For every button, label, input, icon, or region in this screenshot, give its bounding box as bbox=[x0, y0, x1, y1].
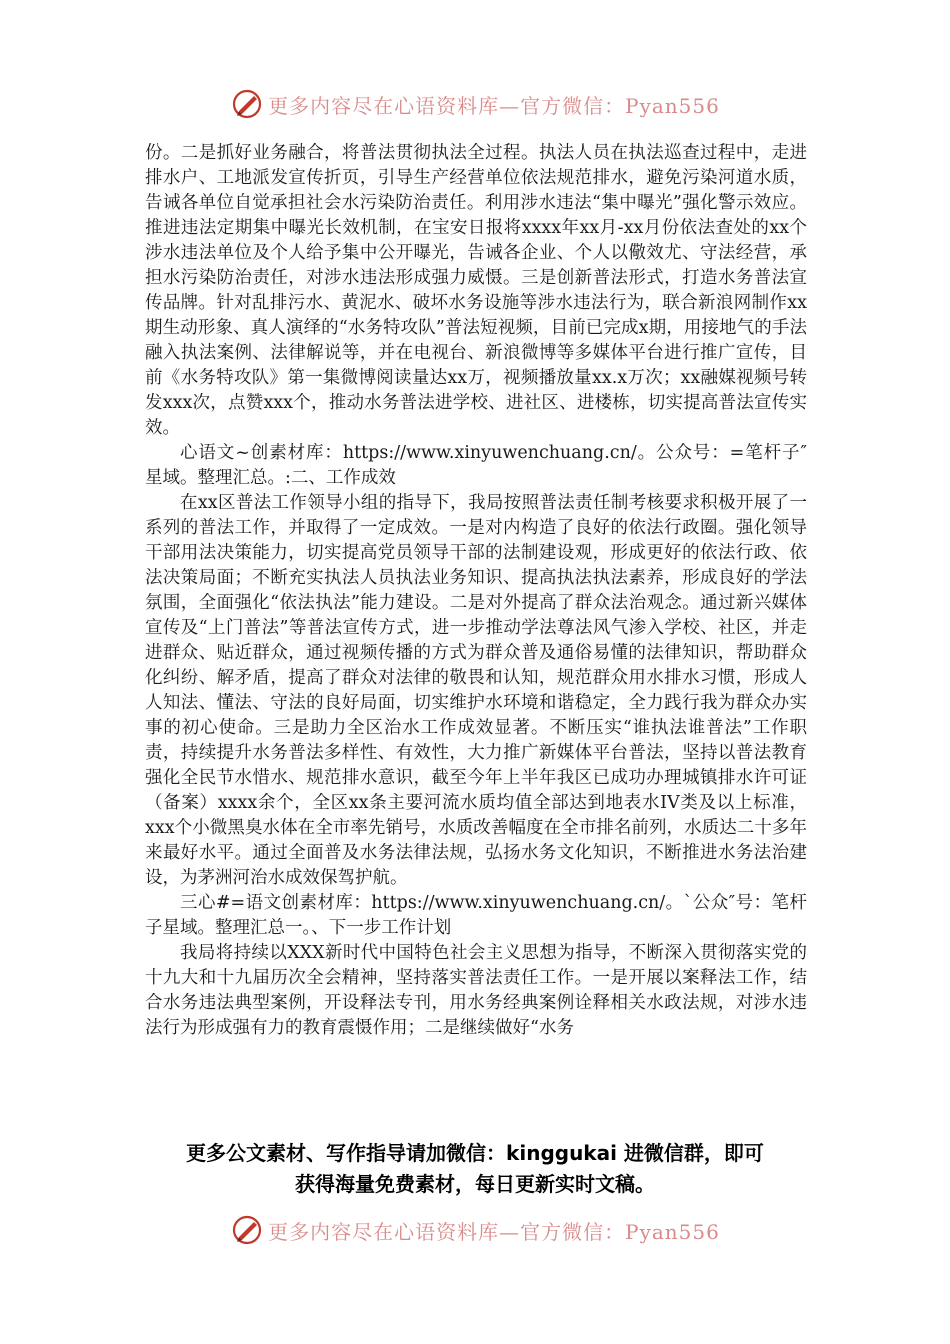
header-brand bbox=[0, 84, 950, 124]
promo-line-2: 获得海量免费素材，每日更新实时文稿。 bbox=[295, 1172, 655, 1196]
pen-circle-logo-icon bbox=[230, 87, 264, 121]
pen-circle-logo-icon bbox=[230, 1213, 264, 1247]
footer-brand bbox=[0, 1210, 950, 1250]
paragraph-4: 三心#=语文创素材库：https://www.xinyuwenchuang.cn/。`公众″号：笔杆子星域。整理汇总一。、下一步工作计划 bbox=[145, 893, 807, 938]
paragraph-5: 我局将持续以XXX新时代中国特色社会主义思想为指导，不断深入贯彻落实党的十九大和十九届历次全会精神，坚持落实普法责任工作。一是开展以案释法工作，结合水务违法典型案例，开设释法专刊，用水务经典案例诠释相关水政法规，对涉水违法行为形成强有力的教育震慑作用；二是继续做好“水务 bbox=[145, 943, 807, 1038]
paragraph-1: 份。二是抓好业务融合，将普法贯彻执法全过程。执法人员在执法巡查过程中，走进排水户、工地派发宣传折页，引导生产经营单位依法规范排水，避免污染河道水质，告诫各单位自觉承担社会水污染防治责任。利用涉水违法“集中曝光”强化警示效应。推进违法定期集中曝光长效机制，在宝安日报将xxxx年xx月-xx月份依法查处的xx个涉水违法单位及个人给予集中公开曝光，告诫各企业、个人以儆效尤、守法经营，承担水污染防治责任，对涉水违法形成强力威慑。三是创新普法形式，打造水务普法宣传品牌。针对乱排污水、黄泥水、破坏水务设施等涉水违法行为，联合新浪网制作xx期生动形象、真人演绎的“水务特攻队”普法短视频，目前已完成x期，用接地气的手法融入执法案例、法律解说等，并在电视台、新浪微博等多媒体平台进行推广宣传，目前《水务特攻队》第一集微博阅读量达xx万，视频播放量xx.x万次；xx融媒视频号转发xxx次，点赞xxx个，推动水务普法进学校、进社区、进楼栋，切实提高普法宣传实效。 bbox=[145, 143, 807, 438]
promo-line-1: 更多公文素材、写作指导请加微信：kinggukai 进微信群，即可 bbox=[186, 1141, 764, 1165]
document-body bbox=[145, 141, 807, 1041]
promo-block bbox=[140, 1138, 810, 1200]
paragraph-3: 在xx区普法工作领导小组的指导下，我局按照普法责任制考核要求积极开展了一系列的普法工作，并取得了一定成效。一是对内构造了良好的依法行政圈。强化领导干部用法决策能力，切实提高党员领导干部的法制建设观，形成更好的依法行政、依法决策局面；不断充实执法人员执法业务知识、提高执法执法素养，形成良好的学法氛围，全面强化“依法执法”能力建设。二是对外提高了群众法治观念。通过新兴媒体宣传及“上门普法”等普法宣传方式，进一步推动学法尊法风气渗入学校、社区，并走进群众、贴近群众，通过视频传播的方式为群众普及通俗易懂的法律知识，帮助群众化纠纷、解矛盾，提高了群众对法律的敬畏和认知，规范群众用水排水习惯，形成人人知法、懂法、守法的良好局面，切实维护水环境和谐稳定，全力践行我为群众办实事的初心使命。三是助力全区治水工作成效显著。不断压实“谁执法谁普法”工作职责，持续提升水务普法多样性、有效性，大力推广新媒体平台普法，坚持以普法教育强化全民节水惜水、规范排水意识，截至今年上半年我区已成功办理城镇排水许可证（备案）xxxx余个，全区xx条主要河流水质均值全部达到地表水IV类及以上标准，xxx个小微黑臭水体在全市率先销号，水质改善幅度在全市排名前列，水质达二十多年来最好水平。通过全面普及水务法律法规，弘扬水务文化知识，不断推进水务法治建设，为茅洲河治水成效保驾护航。 bbox=[145, 493, 807, 888]
header-brand-text: 更多内容尽在心语资料库—官方微信：Pyan556 bbox=[268, 93, 720, 118]
paragraph-2: 心语文~创素材库：https://www.xinyuwenchuang.cn/。公众号：=笔杆子″星域。整理汇总。:二、工作成效 bbox=[145, 443, 807, 488]
footer-brand-text: 更多内容尽在心语资料库—官方微信：Pyan556 bbox=[268, 1219, 720, 1244]
